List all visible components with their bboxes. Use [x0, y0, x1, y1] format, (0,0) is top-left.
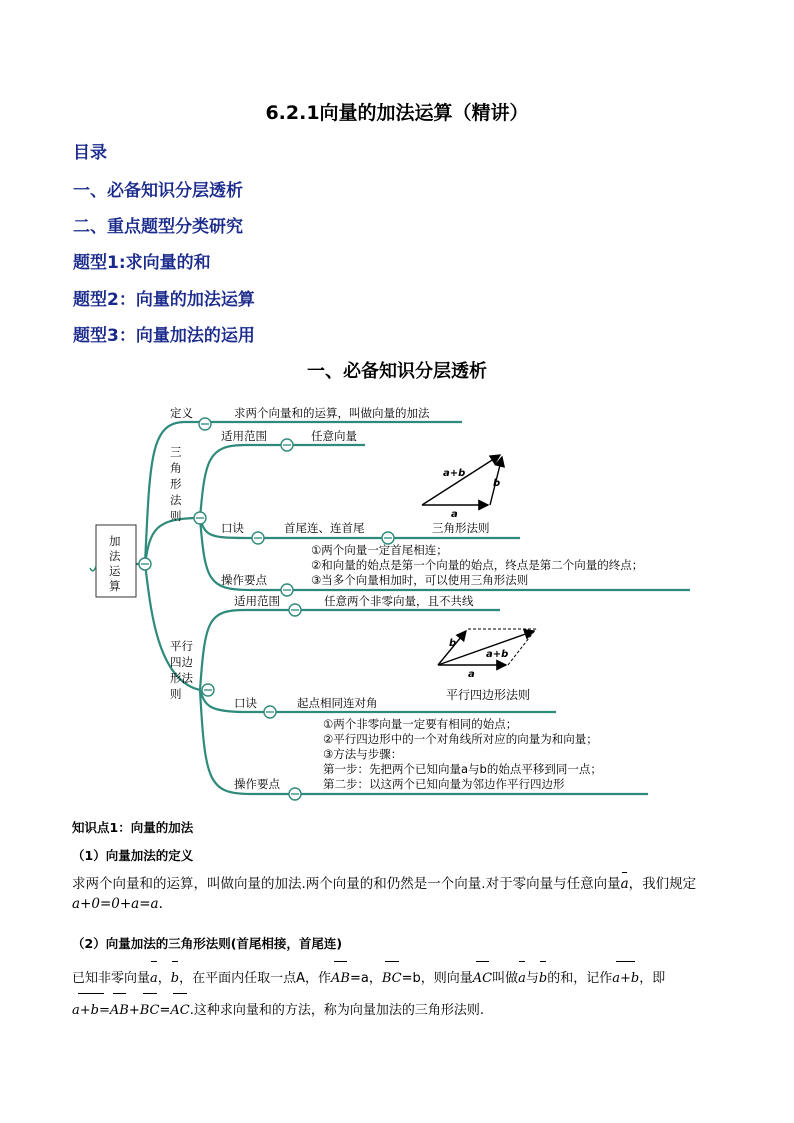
svg-text:平行: 平行 [170, 639, 193, 653]
tri-point-1: ①两个向量一定首尾相连； [311, 543, 448, 557]
para-fig-b: b [449, 638, 457, 649]
triangle-rule-paragraph: 已知非零向量a，b，在平面内任取一点A，作AB=a，BC=b，则向量AC叫做a与b的和，记作a+b，即 a+b=AB+BC=AC.这种求向量和的方法，称为向量加法的三角形法则. [72, 963, 732, 1027]
para-point-1: ①两个非零向量一定要有相同的始点； [323, 717, 518, 731]
toc-item-1[interactable]: 一、必备知识分层透析 [73, 181, 243, 201]
tri-fig-b: b [493, 478, 501, 489]
subheading-2: （2）向量加法的三角形法则(首尾相接，首尾连) [72, 936, 343, 951]
knowledge-point-1: 知识点1：向量的加法 [72, 820, 194, 835]
svg-text:四边: 四边 [170, 655, 193, 669]
toc-heading: 目录 [73, 143, 107, 163]
tri-fig-a: a [451, 509, 458, 520]
para-point-2: ②平行四边形中的一个对角线所对应的向量为和向量； [323, 732, 598, 746]
tri-point-3: ③当多个向量相加时，可以使用三角形法则 [311, 573, 529, 587]
tri-rhyme-label: 口诀 [221, 521, 244, 535]
para-caption: 平行四边形法则 [446, 688, 531, 702]
svg-text:法: 法 [109, 549, 121, 563]
tri-scope-text: 任意向量 [311, 429, 357, 443]
para-point-5: 第二步：以这两个已知向量为邻边作平行四边形 [323, 777, 565, 791]
svg-text:法: 法 [170, 493, 182, 507]
svg-text:运: 运 [109, 564, 121, 578]
svg-text:则: 则 [170, 509, 182, 523]
svg-text:则: 则 [170, 687, 182, 701]
svg-text:形法: 形法 [170, 671, 193, 685]
page-title: 6.2.1向量的加法运算（精讲） [265, 102, 529, 124]
tri-point-2: ②和向量的始点是第一个向量的始点，终点是第二个向量的终点； [311, 558, 644, 572]
svg-text:加: 加 [109, 534, 121, 548]
vector-a: a [620, 876, 629, 892]
zero-vector-equation: a+0=0+a=a. [72, 896, 163, 912]
toc-item-5[interactable]: 题型3：向量加法的运用 [73, 326, 255, 346]
para-fig-a: a [468, 669, 475, 680]
tri-fig-sum: a+b [443, 468, 466, 479]
svg-text:算: 算 [109, 579, 121, 593]
para-point-4: 第一步：先把两个已知向量a与b的始点平移到同一点； [323, 762, 602, 776]
tri-rhyme-text: 首尾连、连首尾 [284, 521, 365, 535]
para-point-3: ③方法与步骤： [323, 747, 403, 761]
def-text: 求两个向量和的运算，叫做向量的加法 [234, 406, 430, 420]
para-scope-label: 适用范围 [234, 594, 280, 608]
toc-item-4[interactable]: 题型2：向量的加法运算 [73, 290, 255, 310]
triangle-figure [422, 455, 502, 520]
parallelogram-figure [438, 629, 536, 680]
tri-scope-label: 适用范围 [221, 429, 267, 443]
toc-item-2[interactable]: 二、重点题型分类研究 [73, 217, 243, 237]
subheading-1: （1）向量加法的定义 [72, 848, 194, 863]
para-scope-text: 任意两个非零向量，且不共线 [324, 594, 474, 608]
svg-text:角: 角 [170, 461, 182, 475]
para-points-label: 操作要点 [234, 777, 280, 791]
definition-paragraph: 求两个向量和的运算，叫做向量的加法.两个向量的和仍然是一个向量.对于零向量与任意向量a，我们规定 a+0=0+a=a. [72, 876, 697, 912]
para-fig-sum: a+b [486, 649, 509, 660]
def-label: 定义 [170, 406, 193, 420]
section-title: 一、必备知识分层透析 [307, 361, 487, 382]
tri-caption: 三角形法则 [432, 521, 490, 535]
svg-text:形: 形 [170, 477, 182, 491]
para-rhyme-label: 口诀 [234, 696, 257, 710]
toc-item-3[interactable]: 题型1:求向量的和 [73, 253, 211, 273]
svg-text:三: 三 [170, 445, 182, 459]
para-rhyme-text: 起点相同连对角 [297, 696, 378, 710]
tri-points-label: 操作要点 [221, 573, 267, 587]
